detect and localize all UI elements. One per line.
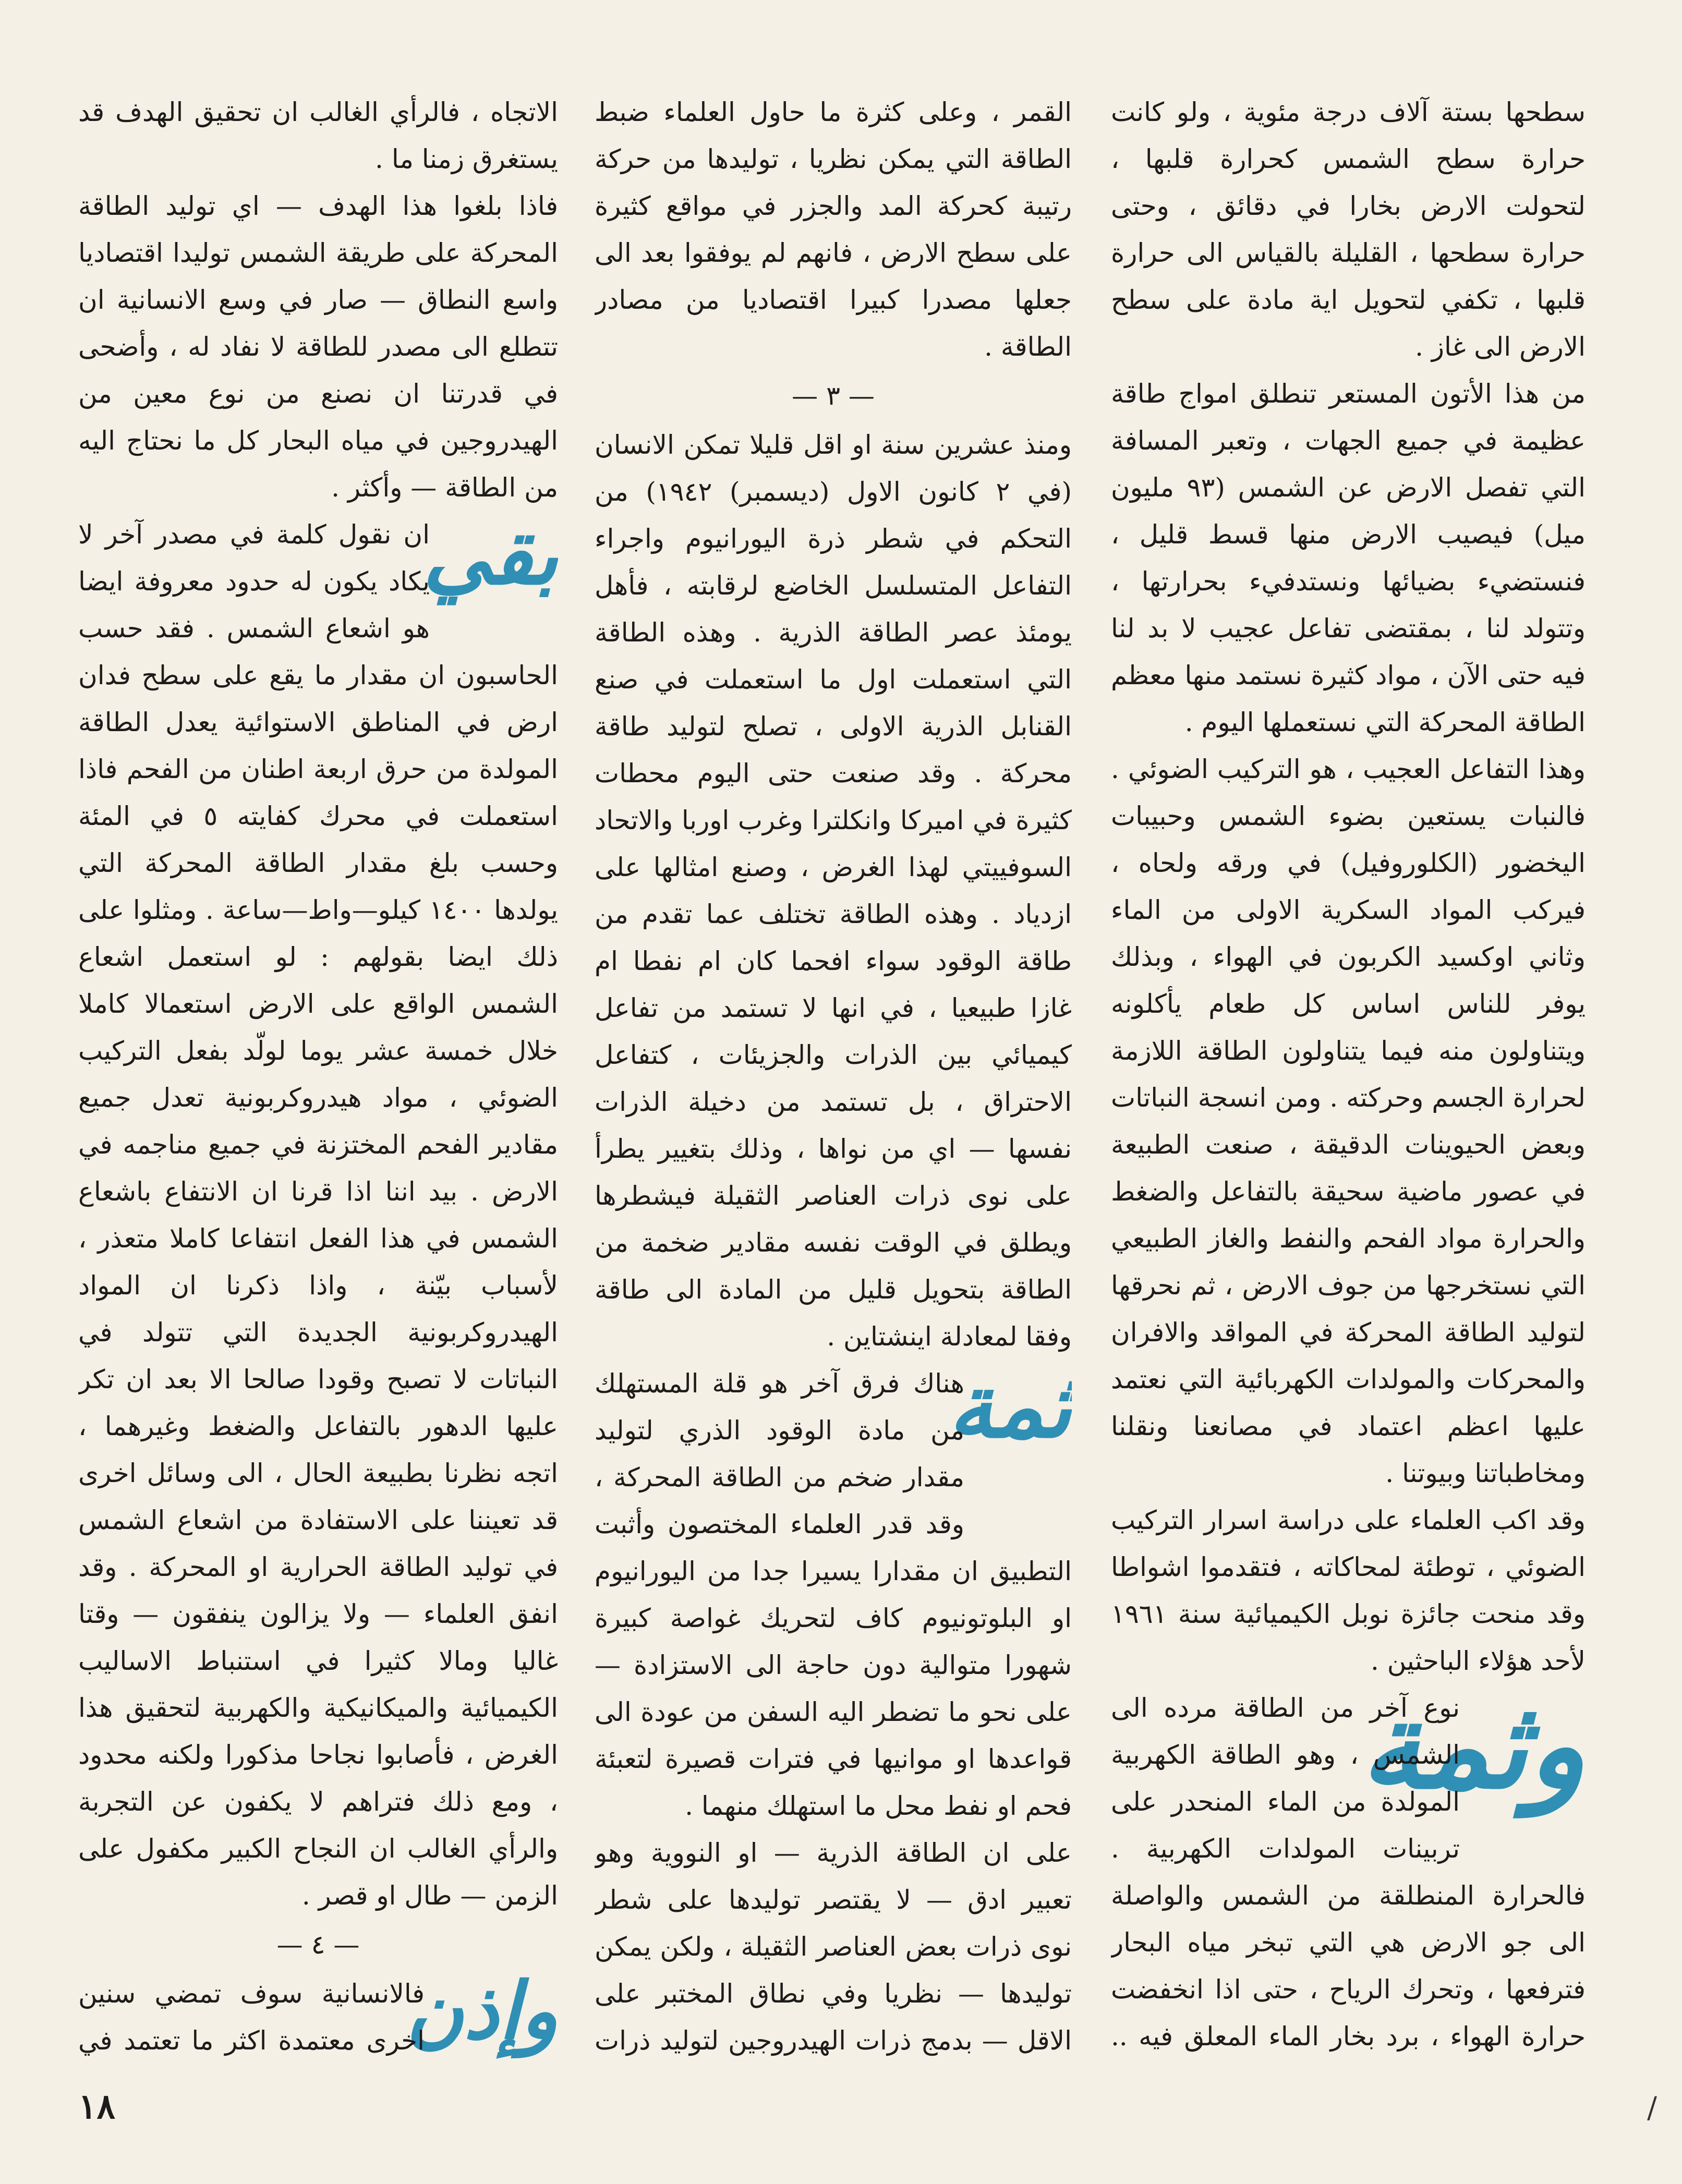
page-number: ١٨ xyxy=(78,2086,115,2127)
decorative-initial: وثمة xyxy=(1360,1677,1586,1816)
paragraph: وهذا التفاعل العجيب ، هو التركيب الضوئي . فالنبات يستعين بضوء الشمس وحبيبات اليخضور (الكلوروفيل) في ورقه ولحاه ، فيركب المواد السكرية الاولى من الماء وثاني اوكسيد الكربون في الهواء ، وبذلك يوفر للناس اساس كل طعام يأكلونه ويتناولون منه فيما يتناولون الطاقة اللازمة لحرارة الجسم وحركته . ومن انسجة النباتات وبعض الحيوينات الدقيقة ، صنعت الطبيعة في عصور ماضية سحيقة بالتفاعل والضغط والحرارة مواد الفحم والنفط والغاز الطبيعي التي نستخرجها من جوف الارض ، ثم نحرقها لتوليد الطاقة المحركة في المواقد والافران والمحركات والمولدات الكهربائية التي نعتمد عليها اعظم اعتماد في مصانعنا ونقلنا ومخاطباتنا وبيوتنا . xyxy=(1111,754,1586,1488)
decorative-initial: وإذن xyxy=(406,1966,558,2057)
paragraph: من هذا الأتون المستعر تنطلق امواج طاقة عظيمة في جميع الجهات ، وتعبر المسافة التي تفصل الارض عن الشمس (٩٣ مليون ميل) فيصيب الارض منها قسط قليل ، فنستضيء بضيائها ونستدفيء بحرارتها ، وتتولد لنا ، بمقتضى تفاعل عجيب لا بد لنا فيه حتى الآن ، مواد كثيرة نستمد منها معظم الطاقة المحركة التي نستعملها اليوم . xyxy=(1111,379,1586,737)
paragraph: سطحها بستة آلاف درجة مئوية ، ولو كانت حرارة سطح الشمس كحرارة قلبها ، لتحولت الارض بخارا في دقائق ، وحتى حرارة سطحها ، القليلة بالقياس الى حرارة قلبها ، تكفي لتحويل اية مادة على سطح الارض الى غاز . xyxy=(1111,97,1586,362)
paragraph: القمر ، وعلى كثرة ما حاول العلماء ضبط الطاقة التي يمكن نظريا ، توليدها من حركة رتيبة كحركة المد والجزر في مواقع كثيرة على سطح الارض ، فانهم لم يوفقوا بعد الى جعلها مصدرا كبيرا اقتصاديا من مصادر الطاقة . xyxy=(595,97,1072,362)
decorative-initial: ثمة xyxy=(948,1355,1072,1458)
paragraph: ان نقول كلمة في مصدر آخر لا يكاد يكون له حدود معروفة ايضا هو اشعاع الشمس . فقد حسب الحاسبون ان مقدار ما يقع على سطح فدان ارض في المناطق الاستوائية يعدل الطاقة المولدة من حرق اربعة اطنان من الفحم فاذا استعملت في محرك كفايته ٥ في المئة وحسب بلغ مقدار الطاقة المحركة التي يولدها ١٤٠٠ كيلو—واط—ساعة . ومثلوا على ذلك ايضا بقولهم : لو استعمل اشعاع الشمس الواقع على الارض استعمالا كاملا خلال خمسة عشر يوما لولّد بفعل التركيب الضوئي ، مواد هيدروكربونية تعدل جميع مقادير الفحم المختزنة في جميع مناجمه في الارض . بيد اننا اذا قرنا ان الانتفاع باشعاع الشمس في هذا الفعل انتفاعا كاملا متعذر ، لأسباب بيّنة ، واذا ذكرنا ان المواد الهيدروكربونية الجديدة التي تتولد في النباتات لا تصبح وقودا صالحا الا بعد ان تكر عليها الدهور بالتفاعل والضغط وغيرهما ، اتجه نظرنا بطبيعة الحال ، الى وسائل اخرى قد تعيننا على الاستفادة من اشعاع الشمس في توليد الطاقة الحرارية او المحركة . وقد انفق العلماء — ولا يزالون ينفقون — وقتا غاليا ومالا كثيرا في استنباط الاساليب الكيميائية والميكانيكية والكهربية لتحقيق هذا الغرض ، فأصابوا نجاحا مذكورا ولكنه محدود ، ومع ذلك فتراهم لا يكفون عن التجربة والرأي الغالب ان النجاح الكبير مكفول على الزمن — طال او قصر . xyxy=(78,519,558,1911)
section-number: — ٤ — xyxy=(276,1930,360,1960)
section-number: — ٣ — xyxy=(792,381,875,411)
paragraph: فاذا بلغوا هذا الهدف — اي توليد الطاقة المحركة على طريقة الشمس توليدا اقتصاديا واسع النطاق — صار في وسع الانسانية ان تتطلع الى مصدر للطاقة لا نفاد له ، وأضحى في قدرتنا ان نصنع من نوع معين من الهيدروجين في مياه البحار كل ما نحتاج اليه من الطاقة — وأكثر . xyxy=(78,191,558,503)
edge-mark: / xyxy=(1647,2091,1657,2125)
paragraph: فالانسانية سوف تمضي سنين اخرى معتمدة اكثر ما تعتمد في xyxy=(78,1979,425,2056)
paragraph: نوع آخر من الطاقة مرده الى الشمس ، وهو الطاقة الكهربية المولدة من الماء المنحدر على تربينات المولدات الكهربية . فالحرارة المنطلقة من الشمس والواصلة الى جو الارض هي التي تبخر مياه البحار فترفعها ، وتحرك الرياح ، حتى اذا انخفضت حرارة الهواء ، برد بخار الماء المعلق فيه .. xyxy=(1111,1693,1586,2052)
paragraph: وقد اكب العلماء على دراسة اسرار التركيب الضوئي ، توطئة لمحاكاته ، فتقدموا اشواطا وقد منحت جائزة نوبل الكيميائية سنة ١٩٦١ لأحد هؤلاء الباحثين . xyxy=(1111,1505,1586,1676)
paragraph: الاتجاه ، فالرأي الغالب ان تحقيق الهدف قد يستغرق زمنا ما . xyxy=(78,97,558,174)
paragraph: ومنذ عشرين سنة او اقل قليلا تمكن الانسان (في ٢ كانون الاول (ديسمبر) ١٩٤٢) من التحكم في شطر ذرة اليورانيوم واجراء التفاعل المتسلسل الخاضع لرقابته ، فأهل يومئذ عصر الطاقة الذرية . وهذه الطاقة التي استعملت اول ما استعملت في صنع القنابل الذرية الاولى ، تصلح لتوليد طاقة محركة . وقد صنعت حتى اليوم محطات كثيرة في اميركا وانكلترا وغرب اوربا والاتحاد السوفييتي لهذا الغرض ، وصنع امثالها على ازدياد . وهذه الطاقة تختلف عما تقدم من طاقة الوقود سواء افحما كان ام نفطا ام غازا طبيعيا ، في انها لا تستمد من تفاعل كيميائي بين الذرات والجزيئات ، كتفاعل الاحتراق ، بل تستمد من دخيلة الذرات نفسها — اي من نواها ، وذلك بتغيير يطرأ على نوى ذرات العناصر الثقيلة فيشطرها ويطلق في الوقت نفسه مقادير ضخمة من الطاقة بتحويل قليل من المادة الى طاقة وفقا لمعادلة اينشتاين . xyxy=(595,430,1072,1352)
text-column-right xyxy=(1111,89,1586,2065)
paragraph: هناك فرق آخر هو قلة المستهلك من مادة الوقود الذري لتوليد مقدار ضخم من الطاقة المحركة ، وقد قدر العلماء المختصون وأثبت التطبيق ان مقدارا يسيرا جدا من اليورانيوم او البلوتونيوم كاف لتحريك غواصة كبيرة شهورا متوالية دون حاجة الى الاستزادة — على نحو ما تضطر اليه السفن من عودة الى قواعدها او موانيها في فترات قصيرة لتعبئة فحم او نفط محل ما استهلك منهما . xyxy=(595,1368,1072,1821)
text-column-middle xyxy=(595,89,1072,2065)
paragraph: على ان الطاقة الذرية — او النووية وهو تعبير ادق — لا يقتصر توليدها على شطر نوى ذرات بعض العناصر الثقيلة ، ولكن يمكن توليدها — نظريا وفي نطاق المختبر على الاقل — بدمج ذرات الهيدروجين لتوليد ذرات xyxy=(595,1838,1072,2056)
decorative-initial: بقي xyxy=(423,506,558,603)
text-column-left xyxy=(78,89,558,2065)
